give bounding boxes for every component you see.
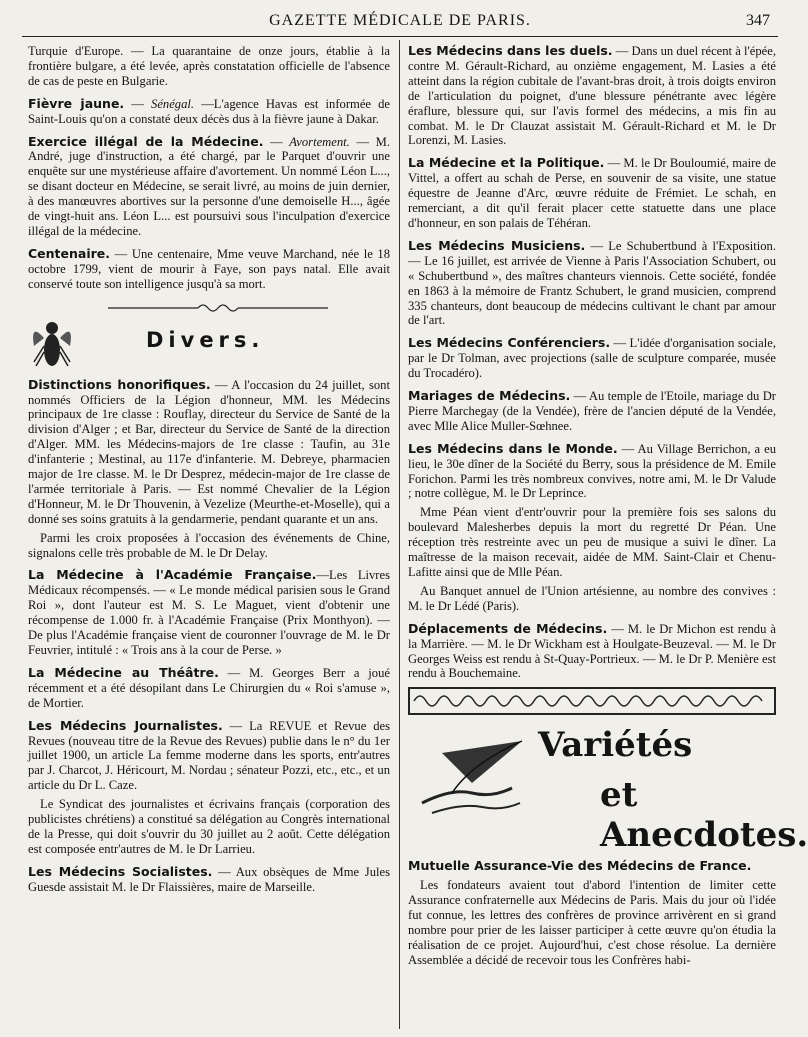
varietes-banner (408, 687, 808, 857)
fievre-heading: Fièvre jaune. (28, 95, 125, 111)
socialistes-text: — Aux obsèques de Mme Jules Guesde assistait M. le Dr Flaissières, maire de Marseille. (28, 864, 390, 894)
column-divider (399, 40, 400, 1029)
deplacements-item (408, 622, 776, 682)
duels-heading: Les Médecins dans les duels. (408, 43, 613, 58)
politique-heading: La Médecine et la Politique. (408, 155, 605, 171)
academie-heading: La Médecine à l'Académie Française. (28, 567, 317, 583)
right-column (408, 43, 808, 1031)
fievre-jaune-item: Fièvre jaune. — Sénégal. —L'agence Havas est informée de Saint-Louis qu'on a constaté deux décès dus à la fièvre jaune à Dakar. (28, 95, 391, 126)
socialistes-heading: Les Médecins Socialistes. (28, 863, 213, 879)
journalistes-item (28, 719, 390, 794)
academie-item (28, 568, 390, 657)
conferenciers-heading: Les Médecins Conférenciers. (408, 335, 611, 351)
academie-text: —Les Livres Médicaux récompensés. — « Le monde médical parisien sous le Grand Roi », dont l'auteur est M. S. Le Maguet, vient d'obtenir une récompense de 1.000 fr. à l'Académie Française (Prix Monthyon). — De plus l'Académie française vient de couronner l'ouvrage de M. le Dr Feuvrier, intitulé : « Trois ans à la cour de Perse. » (28, 568, 390, 657)
theatre-text: — M. Georges Berr a joué récemment et a été désopilant dans Le Chirurgien du « Roi s'amuse », de Mortier. (28, 665, 390, 710)
fievre-text: —L'agence Havas est informée de Saint-Louis qu'on a constaté deux décès dus à la fièvre jaune à Dakar. (28, 96, 391, 126)
conferenciers-item (408, 336, 776, 381)
mutuelle-text: Les fondateurs avaient tout d'abord l'intention de limiter cette Assurance confraternelle aux Médecins de Paris. Mais du jour où l'idée fut connue, les lettres des confrères de province arrivèrent en si grand nombre pour prier de les laisser participer à cette œuvre qu'on étudia la réalisation de ce projet. Aujourd'hui, c'est chose résolue. La dernière Assemblée a décidé de recevoir tous les Confrères habi- (408, 878, 776, 967)
distinctions-item (28, 378, 390, 527)
theatre-heading: La Médecine au Théâtre. (28, 664, 219, 680)
conferenciers-text: — L'idée d'organisation sociale, par le Dr Tolman, avec projections (salle de sculpture comparée, musée du Trocadéro). (408, 336, 776, 381)
page-number: 347 (746, 12, 770, 29)
journal-title: GAZETTE MÉDICALE DE PARIS. (269, 12, 531, 29)
journalistes-text-2: Le Syndicat des journalistes et écrivains français (corporation des publicistes chrétiens) a constitué sa délégation au Congrès international de la Presse, qui doit s'ouvrir du 30 juillet au 2 août. Cette délégation est composée entr'autres de M. le Dr Larrieu. (28, 797, 390, 856)
theatre-item (28, 666, 390, 711)
deplacements-heading: Déplacements de Médecins. (408, 620, 608, 636)
decorative-border-icon (408, 687, 776, 715)
page-header (0, 0, 800, 36)
header-rule (22, 36, 778, 37)
musiciens-text: — Le Schubertbund à l'Exposition. — Le 16 juillet, est arrivée de Vienne à Paris l'Association Schubert, ou « Schubertbund », des maîtres chanteurs viennois. Cette société, fondée en 1863 à la mémoire de Frantz Schubert, le grand musicien, comprend 335 chanteurs, dont beaucoup de médecins cultivant le chant par amour de l'art. (408, 238, 776, 328)
mutuelle-heading: Mutuelle Assurance-Vie des Médecins de France. (408, 858, 752, 874)
exercice-heading: Exercice illégal de la Médecine. (28, 133, 264, 149)
politique-item (408, 156, 776, 231)
centenaire-text: — Une centenaire, Mme veuve Marchand, née le 18 octobre 1799, vient de mourir à Faye, son pays natal. Elle avait conservé toute son intelligence jusqu'à sa mort. (28, 246, 390, 291)
journalistes-text: — La REVUE et Revue des Revues (nouveau titre de la Revue des Revues) publie dans le n° du 1er juillet 1900, un article La femme moderne dans les sports, entr'autres par J. Charcot, J. Héricourt, M. Nordau ; sénateur Pozzi, etc., etc., et un article du Dr L. Caze. (28, 718, 390, 793)
journalistes-heading: Les Médecins Journalistes. (28, 717, 223, 733)
musiciens-heading: Les Médecins Musiciens. (408, 237, 586, 253)
centenaire-item (28, 247, 390, 292)
left-column (28, 44, 390, 1031)
mutuelle-heading-line (408, 859, 776, 874)
duels-text: — Dans un duel récent à l'épée, contre M. Gérault-Richard, au onzième engagement, M. Lasies a été atteint dans la région cubitale de l'avant-bras droit, à trois doigts environ de l'articulation du poignet, d'une blessure pénétrante avec légère éraflure, blessure qui, sur l'avis formel des médecins, a mis fin au combat. M. le Dr Clauzat assistait M. Gérault-Richard et M. le Dr Lorenzi, M. Lasies. (408, 44, 776, 148)
distinctions-text-2: Parmi les croix proposées à l'occasion des événements de Chine, signalons celle très probable de M. le Dr Delay. (28, 530, 390, 560)
exercice-subheading: Avortement. (289, 134, 350, 149)
monde-text-2: Mme Péan vient d'entr'ouvrir pour la première fois ses salons du boulevard Malesherbes depuis la mort du regretté Dr Péan. Une réception très restreinte avec un peu de musique a suivi le dîner. La maîtresse de la maison recevait, aidée de MM. Saint-Clair et Chenu-Lafitte ainsi que de Mlle Péan. (408, 505, 776, 579)
bee-icon (30, 318, 74, 370)
divers-section-title: Divers. (146, 327, 265, 352)
duels-item (408, 44, 776, 148)
exercice-item: Exercice illégal de la Médecine. — Avortement. — M. André, juge d'instruction, a été chargé, par le Parquet d'ouvrir une enquête sur une mystérieuse affaire d'avortement. Un nommé Léon L..., se disant docteur en Médecine, se serait livré, au moins de juin dernier, à des manœuvres abortives sur la personne d'une demoiselle H..., âgée de vingt-huit ans. Léon L... est poursuivi sous l'inculpation d'exercice illégal de la médecine. (28, 133, 391, 238)
monde-item (408, 442, 776, 502)
mariages-heading: Mariages de Médecins. (408, 388, 571, 404)
distinctions-text: — A l'occasion du 24 juillet, sont nommés Officiers de la Légion d'honneur, MM. les Médecins principaux de 1re classe : Rouflay, directeur du Service de Santé de la division d'Alger ; et Bar, directeur du Service de Santé de la direction d'Alger. MM. les Médecins-majors de 1re classe : Taufin, au 31e d'infanterie ; Mestinal, au 117e d'infanterie. M. Debreye, pharmacien major de 1re classe. M. le Dr Desprez, médecin-major de 1re classe de l'armée territoriale à Paris. — Est nommé Chevalier de la Légion d'Honneur, M. le Dr Thouvenin, à Vezelize (Meurthe-et-Moselle), qui a donné ses soins gratuits à la gendarmerie, pendant quarante et un ans. (28, 377, 390, 526)
mariages-item (408, 389, 776, 434)
politique-text: — M. le Dr Bouloumié, maire de Vittel, a offert au schah de Perse, en souvenir de sa visite, une statue équestre de Jeanne d'Arc, œuvre réduite de Frémiet. Le schah, en remerciant, a dit qu'il ferait placer cette statuette dans une place d'honneur, en son palais de Téhéran. (408, 156, 776, 230)
centenaire-heading: Centenaire. (28, 245, 111, 261)
monde-heading: Les Médecins dans le Monde. (408, 440, 618, 456)
varietes-title-line-1: Variétés (538, 725, 693, 766)
musiciens-item (408, 239, 776, 328)
socialistes-item (28, 865, 390, 895)
monde-text: — Au Village Berrichon, a eu lieu, le 30e dîner de la Société du Berry, sous la présidence de M. Emile Forichon. Parmi les très nombreux convives, notre ami, M. le Dr Valude ; notre collègue, M. le Dr Leprince. (408, 441, 776, 501)
mariages-text: — Au temple de l'Etoile, mariage du Dr Pierre Marchegay (de la Vendée), frère de l'ancien député de la Vendée, avec Mlle Alice Muller-Sœhnee. (408, 389, 776, 433)
fievre-subheading: Sénégal. (151, 96, 195, 111)
exercice-text: — M. André, juge d'instruction, a été chargé, par le Parquet d'ouvrir une enquête sur une mystérieuse affaire d'avortement. Un nommé Léon L..., se disant docteur en Médecine, se serait livré, au moins de juin dernier, à des manœuvres abortives sur la personne d'une demoiselle H..., âgée de vingt-huit ans. Léon L... est poursuivi sous l'inculpation d'exercice illégal de la médecine. (28, 134, 391, 238)
ornamental-flourish-icon (108, 302, 328, 314)
monde-text-3: Au Banquet annuel de l'Union artésienne, au nombre des convives : M. le Dr Lédé (Paris). (408, 583, 776, 613)
divers-banner (28, 298, 390, 374)
varietes-title-line-2: et Anecdotes. (600, 775, 808, 856)
quarantine-paragraph: Turquie d'Europe. — La quarantaine de onze jours, établie à la frontière bulgare, a été levée, après constatation officielle de l'absence de cas de peste en Bulgarie. (28, 44, 390, 88)
deplacements-text: — M. le Dr Michon est rendu à la Marrière. — M. le Dr Wickham est à Houlgate-Beuzeval. — M. le Dr Georges Weiss est rendu à St-Quay-Portrieux. — M. le Dr P. Menière est rendu à Bouchemaine. (408, 621, 776, 681)
distinctions-heading: Distinctions honorifiques. (28, 376, 211, 392)
quill-scroll-icon (412, 733, 532, 823)
